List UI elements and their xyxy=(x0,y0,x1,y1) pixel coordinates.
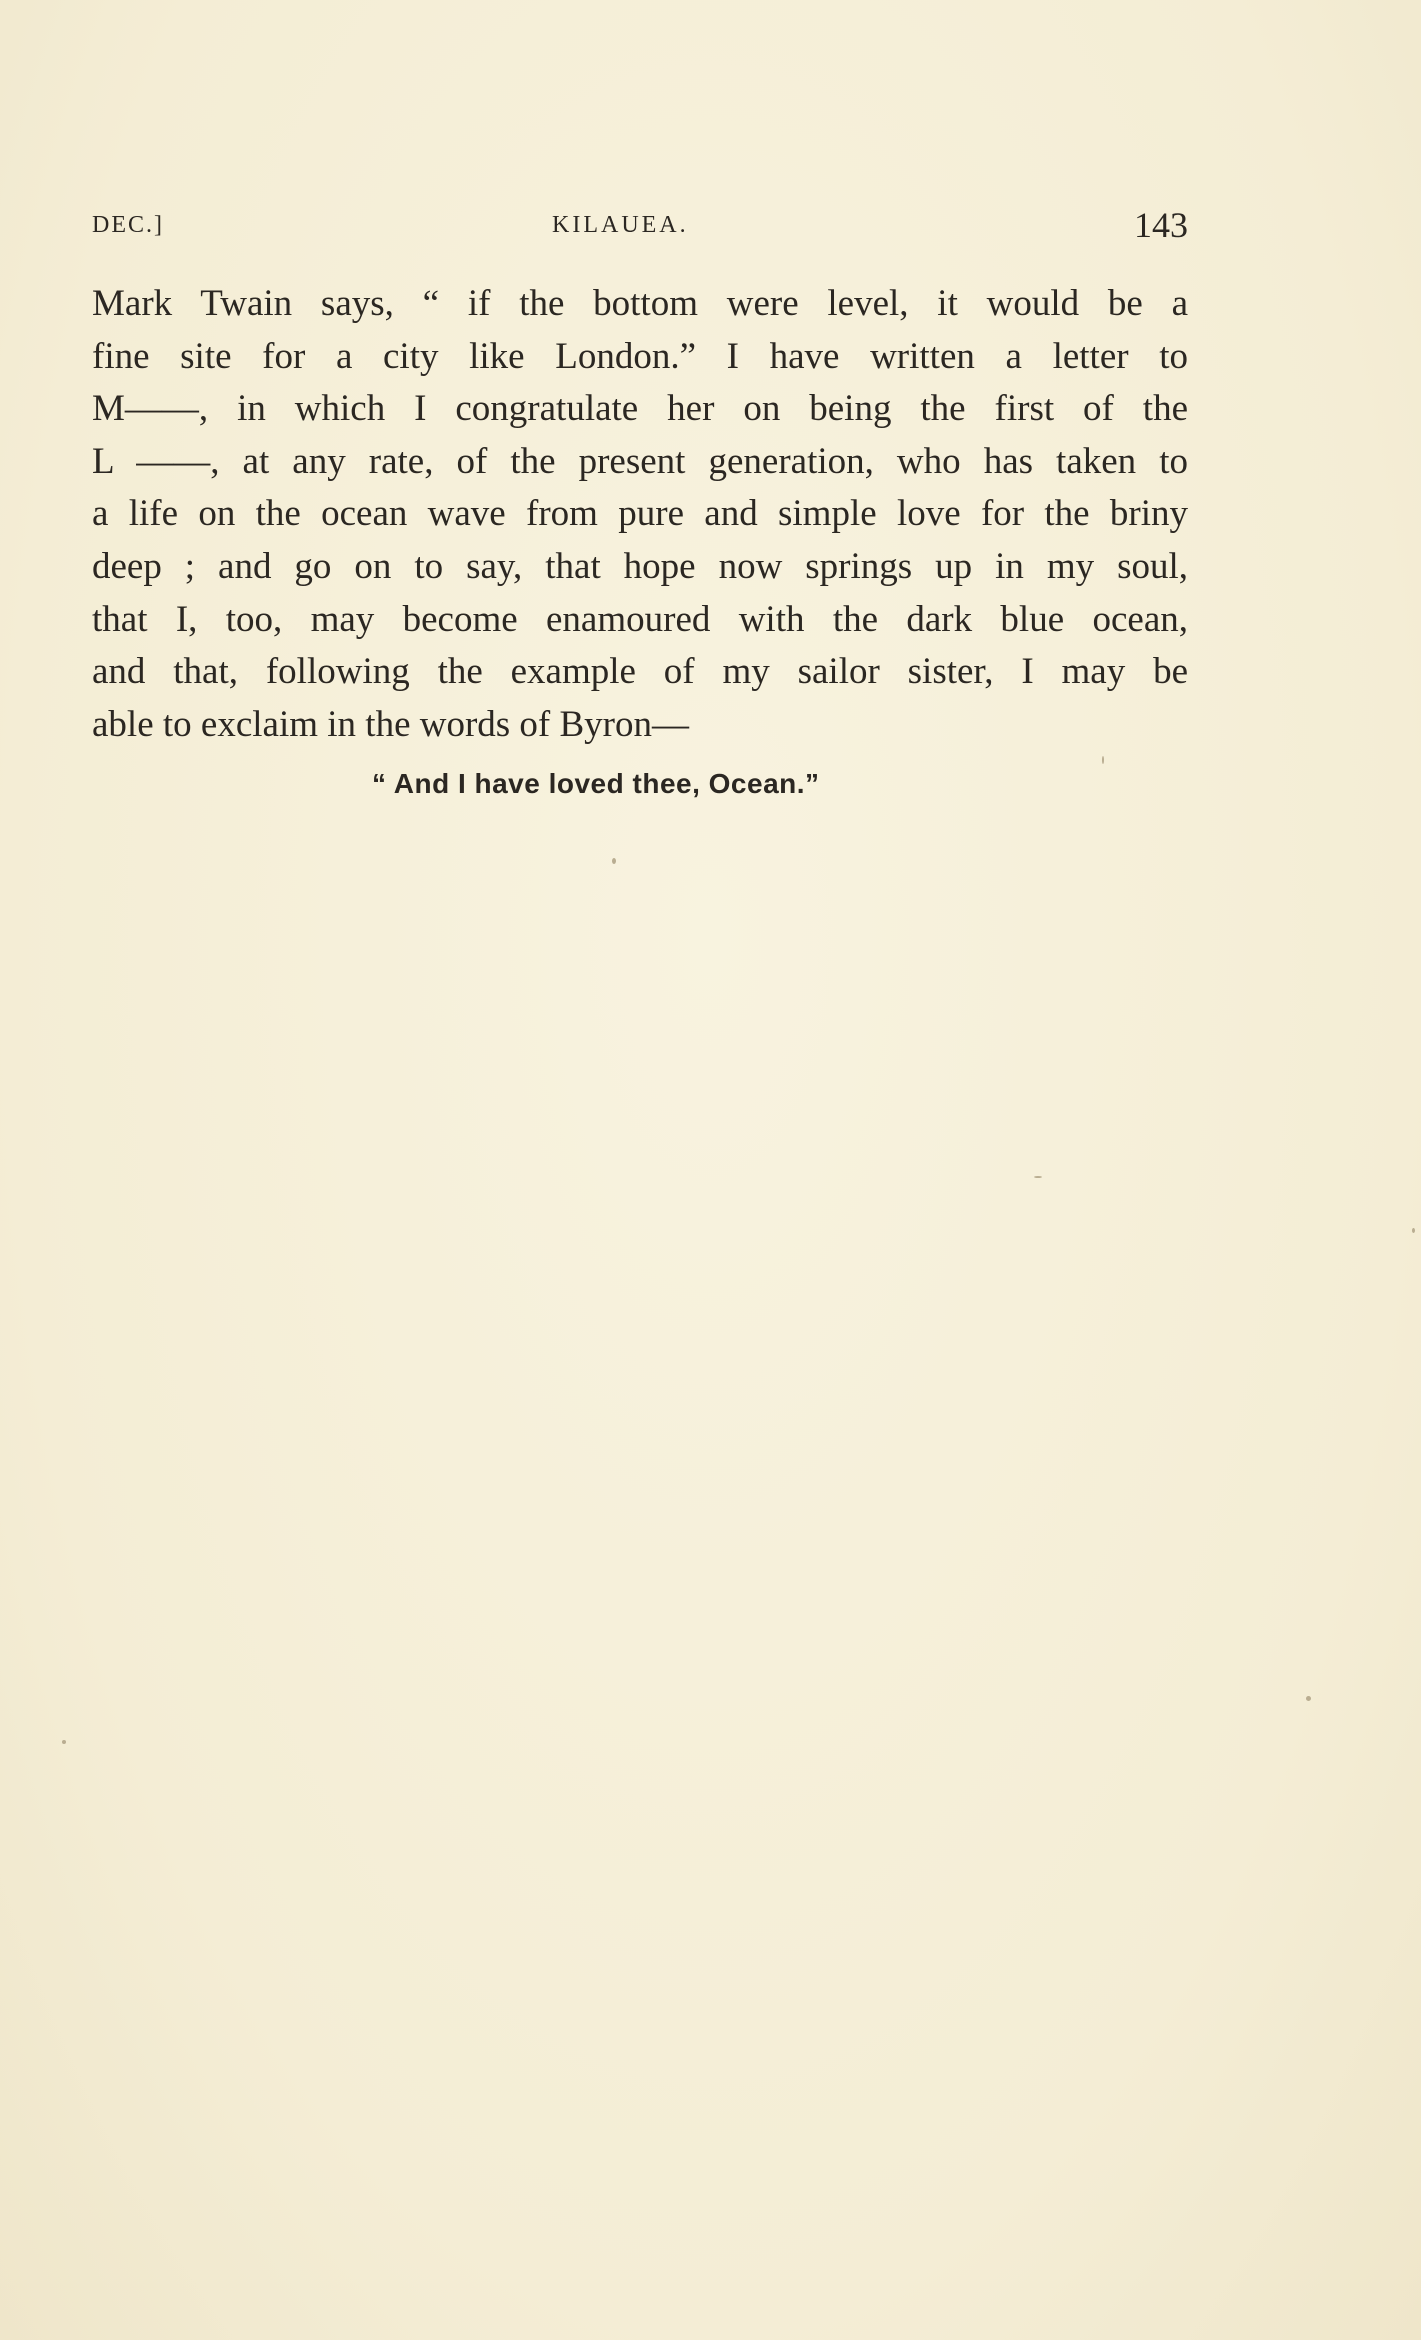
text-line: fine site for a city like London.” I have written a letter to xyxy=(92,335,1188,377)
text-line: a life on the ocean wave from pure and simple love for the briny xyxy=(92,493,1188,535)
text-line: M——, in which I congratulate her on being the first of the xyxy=(92,388,1188,430)
header-month: DEC.] xyxy=(92,212,164,238)
paragraph xyxy=(92,278,1188,751)
text-line: and that, following the example of my sailor sister, I may be xyxy=(92,651,1188,693)
paper-speck xyxy=(612,858,616,864)
text-line: that I, too, may become enamoured with the dark blue ocean, xyxy=(92,598,1188,640)
paper-speck xyxy=(1306,1696,1311,1701)
text-line: able to exclaim in the words of Byron— xyxy=(92,703,690,745)
page-number: 143 xyxy=(1134,205,1188,245)
text-line: L ——, at any rate, of the present generation, who has taken to xyxy=(92,440,1188,482)
paper-speck xyxy=(1034,1176,1042,1178)
paper-speck xyxy=(1102,756,1104,764)
paper-speck xyxy=(62,1740,66,1744)
header-title: KILAUEA. xyxy=(552,212,689,238)
running-header xyxy=(92,200,1188,250)
verse-quote: “ And I have loved thee, Ocean.” xyxy=(372,768,820,799)
text-line: deep ; and go on to say, that hope now springs up in my soul, xyxy=(92,545,1188,587)
text-line: Mark Twain says, “ if the bottom were level, it would be a xyxy=(92,283,1188,324)
paper-speck xyxy=(1412,1228,1415,1233)
